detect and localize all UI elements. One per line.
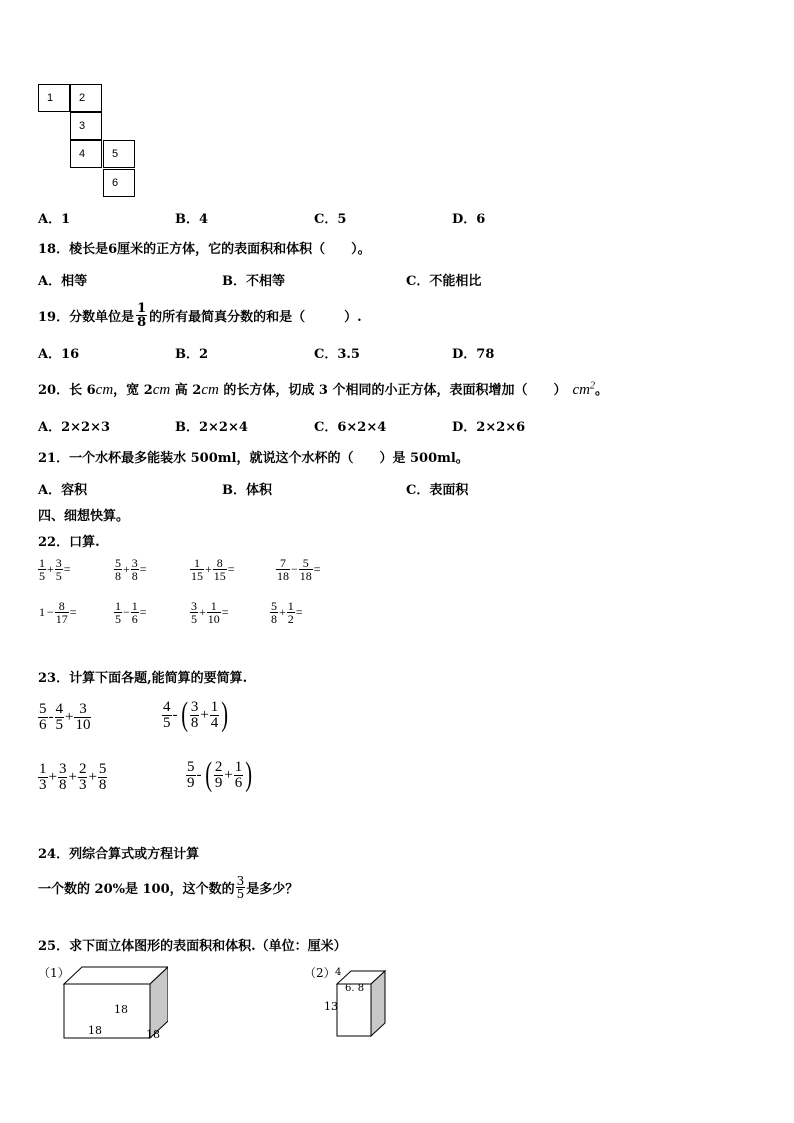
fraction-numerator: 1 [207, 600, 221, 613]
q23-expression-3 [38, 762, 107, 793]
operator: + [224, 766, 233, 783]
q20-unit-width: cm [152, 382, 171, 398]
q21-text: 21．一个水杯最多能装水 500ml，就说这个水杯的（ ）是 500ml。 [38, 451, 469, 466]
q25-title: 25．求下面立体图形的表面积和体积.（单位：厘米） [38, 939, 347, 954]
operator: + [279, 605, 286, 619]
q21-option-b[interactable]: B．体积 [222, 483, 272, 498]
operator: + [48, 769, 57, 785]
fraction-numerator: 4 [163, 698, 171, 715]
figure-1-label: （1） [38, 966, 70, 980]
q20-option-b[interactable]: B．2×2×4 [175, 420, 248, 435]
q18-option-a[interactable]: A．相等 [38, 274, 88, 289]
fraction-denominator: 18 [277, 569, 289, 583]
net-cell-label: 3 [79, 120, 86, 132]
q22-expression [114, 557, 148, 582]
net-cell-4 [70, 140, 102, 168]
operator: - [48, 709, 54, 725]
fraction-denominator: 8 [131, 569, 138, 583]
net-cell-1 [38, 84, 70, 112]
q24-suffix: 是多少？ [246, 881, 299, 897]
figure-1-width-label: 18 [146, 1028, 160, 1041]
q22-title: 22．口算. [38, 535, 100, 550]
operator: + [199, 605, 206, 619]
fraction-numerator: 5 [299, 557, 313, 570]
fraction-numerator: 4 [55, 701, 63, 717]
q19-option-a[interactable]: A．16 [38, 347, 80, 362]
q17-option-a[interactable]: A．1 [38, 212, 71, 227]
q19-prefix: 19．分数单位是 [38, 309, 135, 325]
fraction-denominator: 4 [210, 714, 219, 731]
q20-text [38, 379, 608, 399]
q22-expression [270, 600, 304, 625]
fraction-denominator: 5 [55, 569, 62, 583]
fraction-numerator: 5 [98, 761, 107, 777]
net-cell-label: 6 [112, 177, 119, 189]
fraction-denominator: 6 [39, 717, 47, 733]
fraction-denominator: 6 [131, 612, 138, 626]
fraction-denominator: 6 [234, 774, 243, 791]
fraction-numerator: 1 [234, 758, 243, 775]
fraction-numerator: 1 [190, 557, 204, 570]
figure-1-height-label: 18 [114, 1003, 128, 1016]
fraction-denominator: 8 [98, 777, 107, 793]
whole-number: 1 [39, 605, 45, 619]
equals-sign: = [139, 562, 147, 576]
fraction-denominator: 9 [187, 774, 195, 791]
q22-expression [190, 600, 230, 625]
fraction-numerator: 1 [131, 599, 138, 613]
fraction-denominator: 8 [190, 714, 199, 731]
fraction-numerator: 5 [187, 758, 195, 775]
q23-title: 23．计算下面各题,能简算的要简算. [38, 671, 248, 686]
net-cell-6 [103, 169, 135, 197]
equals-sign: = [69, 605, 77, 619]
fraction-numerator: 3 [74, 702, 91, 718]
operator: + [68, 769, 77, 785]
q19-option-c[interactable]: C．3.5 [314, 347, 360, 362]
q20-part1: 20．长 6 [38, 383, 96, 398]
q20-part2: ，宽 2 [113, 383, 153, 398]
operator: + [200, 706, 209, 723]
fraction-denominator: 8 [58, 777, 67, 793]
fraction-denominator: 15 [191, 569, 203, 583]
net-cell-label: 4 [79, 148, 86, 160]
cuboid-front-face [64, 984, 150, 1038]
q23-expression-1 [38, 702, 91, 733]
figure-2-label: （2） [304, 966, 336, 980]
q22-expression [38, 557, 72, 582]
equals-sign: = [313, 562, 321, 576]
figure-2-cuboid [334, 968, 388, 1040]
fraction-numerator: 5 [39, 701, 47, 717]
fraction-denominator: 10 [75, 717, 91, 733]
left-paren: ( [180, 696, 188, 733]
q17-option-c[interactable]: C．5 [314, 212, 347, 227]
q20-part5: 。 [594, 383, 608, 398]
net-cell-2 [70, 84, 102, 112]
q17-option-d[interactable]: D．6 [452, 212, 486, 227]
q19-option-b[interactable]: B．2 [175, 347, 209, 362]
fraction-numerator: 8 [213, 557, 227, 570]
figure-1-length-label: 18 [88, 1024, 102, 1037]
net-cell-5 [103, 140, 135, 168]
q21-option-c[interactable]: C．表面积 [406, 483, 469, 498]
fraction-denominator: 8 [137, 314, 147, 330]
operator: - [196, 766, 202, 783]
q24-fraction [236, 875, 246, 900]
q23-expression-2 [162, 698, 231, 732]
q24-question [38, 870, 298, 904]
figure-2-top-label: 4 [335, 967, 342, 978]
q19-suffix: 的所有最简真分数的和是（ ）. [149, 309, 362, 325]
q23-expression-4 [186, 758, 255, 792]
fraction-numerator: 3 [190, 698, 199, 715]
q20-option-d[interactable]: D．2×2×6 [452, 420, 526, 435]
figure-2-height-label: 13 [324, 1000, 338, 1013]
fraction-denominator: 5 [236, 886, 245, 901]
fraction-numerator: 1 [137, 300, 147, 316]
fraction-numerator: 7 [276, 557, 290, 570]
q20-option-a[interactable]: A．2×2×3 [38, 420, 111, 435]
fraction-denominator: 5 [163, 714, 171, 731]
figure-2-front-label: 6. 8 [345, 983, 365, 994]
q24-prefix: 一个数的 20%是 100，这个数的 [38, 881, 235, 897]
operator: + [65, 709, 74, 725]
right-paren: ) [245, 756, 253, 793]
q22-expression [38, 600, 78, 625]
net-cell-label: 5 [112, 148, 119, 160]
fraction-numerator: 2 [78, 761, 87, 777]
fraction-denominator: 9 [214, 774, 223, 791]
q18-text: 18．棱长是6厘米的正方体，它的表面积和体积（ ）。 [38, 242, 371, 257]
fraction-numerator: 1 [210, 698, 219, 715]
fraction-numerator: 5 [115, 556, 121, 570]
fraction-denominator: 2 [287, 612, 294, 626]
fraction-denominator: 3 [39, 777, 47, 793]
left-paren: ( [204, 756, 212, 793]
operator: + [123, 562, 130, 576]
equals-sign: = [139, 605, 147, 619]
q20-unit-height: cm [201, 382, 219, 398]
q20-unit-area: cm [572, 382, 590, 398]
operator: - [172, 706, 178, 723]
q19-option-d[interactable]: D．78 [452, 347, 495, 362]
fraction-denominator: 5 [191, 612, 197, 626]
q22-expression [114, 600, 148, 625]
fraction-denominator: 8 [115, 569, 121, 583]
net-cell-label: 2 [79, 92, 86, 104]
q20-option-c[interactable]: C．6×2×4 [314, 420, 387, 435]
q17-option-b[interactable]: B．4 [175, 212, 209, 227]
fraction-denominator: 17 [55, 612, 68, 626]
fraction-denominator: 5 [55, 717, 63, 733]
q20-unit-length: cm [95, 382, 114, 398]
fraction-denominator: 15 [213, 569, 226, 583]
fraction-denominator: 10 [207, 612, 220, 626]
operator: − [47, 605, 54, 619]
equals-sign: = [221, 605, 229, 619]
fraction-numerator: 1 [39, 761, 47, 777]
section-heading: 四、细想快算。 [38, 509, 130, 524]
fraction-denominator: 8 [271, 612, 277, 626]
q21-option-a[interactable]: A．容积 [38, 483, 88, 498]
operator: + [88, 769, 97, 785]
q18-option-c[interactable]: C．不能相比 [406, 274, 482, 289]
q19-text [38, 297, 362, 333]
operator: + [47, 562, 54, 576]
q20-part4: 的长方体，切成 3 个相同的小正方体，表面积增加（ ） [218, 383, 567, 398]
equals-sign: = [295, 605, 303, 619]
q20-part3: 高 2 [170, 383, 202, 398]
fraction-denominator: 18 [299, 569, 312, 583]
operator: + [205, 562, 212, 576]
fraction-numerator: 2 [214, 758, 223, 775]
q22-expression [276, 557, 322, 582]
fraction-numerator: 3 [236, 873, 245, 888]
fraction-numerator: 5 [271, 599, 277, 613]
equals-sign: = [227, 562, 235, 576]
q24-title: 24．列综合算式或方程计算 [38, 847, 200, 862]
right-paren: ) [221, 696, 229, 733]
fraction-denominator: 5 [115, 612, 121, 626]
fraction-denominator: 5 [39, 569, 45, 583]
fraction-numerator: 3 [55, 556, 62, 570]
fraction-numerator: 8 [55, 600, 69, 613]
fraction-numerator: 1 [287, 599, 294, 613]
operator: − [123, 605, 130, 619]
fraction-numerator: 3 [191, 599, 197, 613]
net-cell-3 [70, 112, 102, 140]
equals-sign: = [63, 562, 71, 576]
operator: − [291, 562, 298, 576]
fraction-numerator: 1 [115, 599, 121, 613]
fraction-numerator: 3 [58, 761, 67, 777]
q19-fraction [136, 302, 147, 329]
net-cell-label: 1 [47, 92, 54, 104]
q20-unit-exponent: 2 [589, 380, 595, 392]
fraction-numerator: 3 [131, 556, 138, 570]
fraction-denominator: 3 [78, 777, 87, 793]
q22-expression [190, 557, 236, 582]
fraction-numerator: 1 [39, 556, 45, 570]
q18-option-b[interactable]: B．不相等 [222, 274, 285, 289]
